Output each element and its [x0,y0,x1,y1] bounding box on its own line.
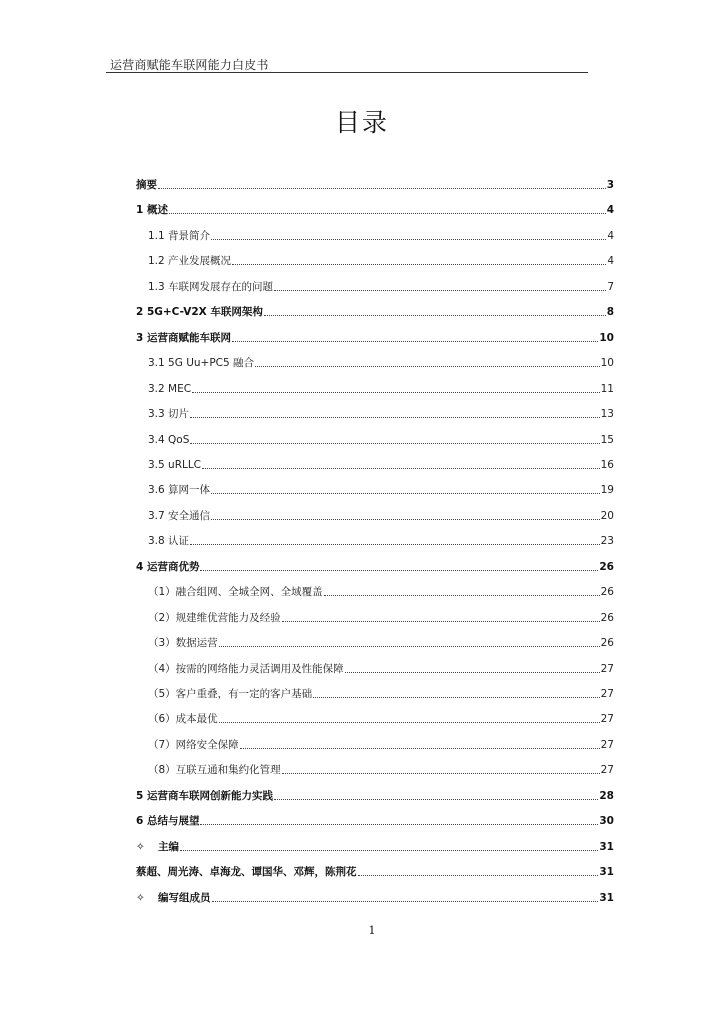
toc-entry-page: 16 [600,459,614,471]
toc-dot-leader [212,900,599,902]
toc-dot-leader [232,340,598,342]
toc-entry-page: 31 [599,841,614,853]
toc-entry-label: 3.5 uRLLC [148,459,202,471]
toc-entry-page: 23 [600,535,614,547]
toc-dot-leader [358,874,599,876]
toc-entry-page: 4 [606,204,614,216]
toc-entry[interactable] [148,610,614,626]
toc-entry-label: 2 5G+C-V2X 车联网架构 [136,306,263,318]
toc-dot-leader [345,671,600,673]
toc-entry-label: 主编 [158,841,179,853]
toc-entry[interactable] [148,635,614,651]
toc-entry[interactable] [136,330,614,346]
page-number: 1 [368,924,376,937]
toc-dot-leader [190,442,599,444]
toc-entry-label: （8）互联互通和集约化管理 [148,764,281,776]
toc-dot-leader [192,391,600,393]
toc-dot-leader [274,289,606,291]
toc-entry-label: （7）网络安全保障 [148,739,239,751]
toc-entry-label: （3）数据运营 [148,637,218,649]
toc-entry-label: 4 运营商优势 [136,561,200,573]
toc-entry-label: 3.4 QoS [148,434,190,446]
toc-entry-label: （1）融合组网、全城全网、全域覆盖 [148,586,323,598]
diamond-bullet-icon: ✧ [136,892,145,904]
toc-dot-leader [282,620,600,622]
toc-entry-label: 3 运营商赋能车联网 [136,332,231,344]
toc-entry-label: 3.6 算网一体 [148,484,211,496]
toc-entry-label: 5 运营商车联网创新能力实践 [136,790,273,802]
toc-entry-page: 27 [600,739,614,751]
toc-entry-page: 26 [600,612,614,624]
toc-entry-label: （5）客户重叠，有一定的客户基础 [148,688,313,700]
toc-dot-leader [169,212,606,214]
toc-entry[interactable] [148,737,614,753]
toc-entry[interactable] [148,661,614,677]
toc-entry[interactable] [148,711,614,727]
toc-entry-page: 30 [599,815,614,827]
toc-entry-page: 4 [607,255,614,267]
toc-entry[interactable] [136,864,614,880]
diamond-bullet-icon: ✧ [136,841,145,853]
toc-entry-page: 15 [600,434,614,446]
toc-entry-label: （2）规建维优营能力及经验 [148,612,281,624]
toc-entry-page: 7 [607,281,614,293]
toc-entry-label: 蔡超、周光涛、卓海龙、谭国华、邓辉，陈荆花 [136,866,357,878]
toc-entry[interactable] [148,686,614,702]
toc-entry-label: 3.1 5G Uu+PC5 融合 [148,357,255,369]
toc-dot-leader [190,543,600,545]
toc-dot-leader [219,645,600,647]
toc-dot-leader [211,492,600,494]
toc-dot-leader [190,416,600,418]
toc-entry-page: 4 [607,230,614,242]
toc-dot-leader [202,467,600,469]
toc-entry-label: 1.3 车联网发展存在的问题 [148,281,274,293]
toc-entry-page: 11 [600,383,614,395]
toc-entry-label: 1 概述 [136,204,168,216]
toc-entry[interactable] [148,432,614,448]
toc-title: 目录 [334,108,389,137]
toc-entry-label: 3.8 认证 [148,535,190,547]
toc-entry-page: 20 [600,510,614,522]
toc-dot-leader [200,569,598,571]
toc-entry-page: 19 [600,484,614,496]
toc-dot-leader [232,263,606,265]
toc-dot-leader [255,365,600,367]
toc-entry[interactable] [136,202,614,218]
toc-entry-page: 31 [599,892,614,904]
toc-entry[interactable] [136,559,614,575]
toc-entry[interactable] [148,228,614,244]
toc-entry-page: 26 [600,586,614,598]
header-title: 运营商赋能车联网能力白皮书 [110,58,269,72]
toc-entry-label: 3.3 切片 [148,408,190,420]
toc-dot-leader [211,518,600,520]
toc-entry-label: （4）按需的网络能力灵活调用及性能保障 [148,663,344,675]
toc-dot-leader [211,238,606,240]
toc-dot-leader [180,849,598,851]
toc-entry[interactable] [136,890,614,906]
toc-entry-page: 27 [600,713,614,725]
toc-dot-leader [264,314,606,316]
toc-entry-page: 26 [599,561,614,573]
toc-entry[interactable] [148,533,614,549]
toc-dot-leader [219,721,600,723]
toc-entry-page: 27 [600,663,614,675]
toc-entry-page: 27 [600,688,614,700]
toc-entry-label: 摘要 [136,179,157,191]
toc-entry[interactable] [148,253,614,269]
toc-dot-leader [240,747,600,749]
toc-entry[interactable] [148,762,614,778]
toc-entry[interactable] [136,839,614,855]
header-divider [106,72,588,73]
toc-entry-label: （6）成本最优 [148,713,218,725]
toc-entry-page: 10 [599,332,614,344]
toc-entry-page: 10 [600,357,614,369]
toc-entry[interactable] [148,279,614,295]
toc-entry-label: 编写组成员 [158,892,211,904]
toc-entry-label: 1.1 背景简介 [148,230,211,242]
toc-dot-leader [324,594,600,596]
toc-entry[interactable] [136,177,614,193]
toc-entry[interactable] [148,457,614,473]
toc-entry-page: 27 [600,764,614,776]
toc-entry-label: 3.7 安全通信 [148,510,211,522]
toc-dot-leader [200,823,598,825]
toc-entry[interactable] [136,813,614,829]
toc-entry-label: 3.2 MEC [148,383,192,395]
toc-entry-page: 26 [600,637,614,649]
toc-entry[interactable] [148,406,614,422]
toc-entry-page: 28 [599,790,614,802]
toc-entry-label: 1.2 产业发展概况 [148,255,232,267]
toc-dot-leader [282,772,600,774]
toc-entry-page: 3 [606,179,614,191]
toc-entry[interactable] [148,482,614,498]
toc-dot-leader [274,798,598,800]
toc-entry[interactable] [148,508,614,524]
toc-entry-page: 31 [599,866,614,878]
toc-dot-leader [158,187,606,189]
toc-dot-leader [313,696,599,698]
toc-entry[interactable] [148,584,614,600]
toc-entry[interactable] [148,355,614,371]
toc-entry[interactable] [136,304,614,320]
toc-entry-page: 8 [606,306,614,318]
toc-entry[interactable] [136,788,614,804]
toc-entry-label: 6 总结与展望 [136,815,200,827]
toc-entry[interactable] [148,381,614,397]
toc-entry-page: 13 [600,408,614,420]
